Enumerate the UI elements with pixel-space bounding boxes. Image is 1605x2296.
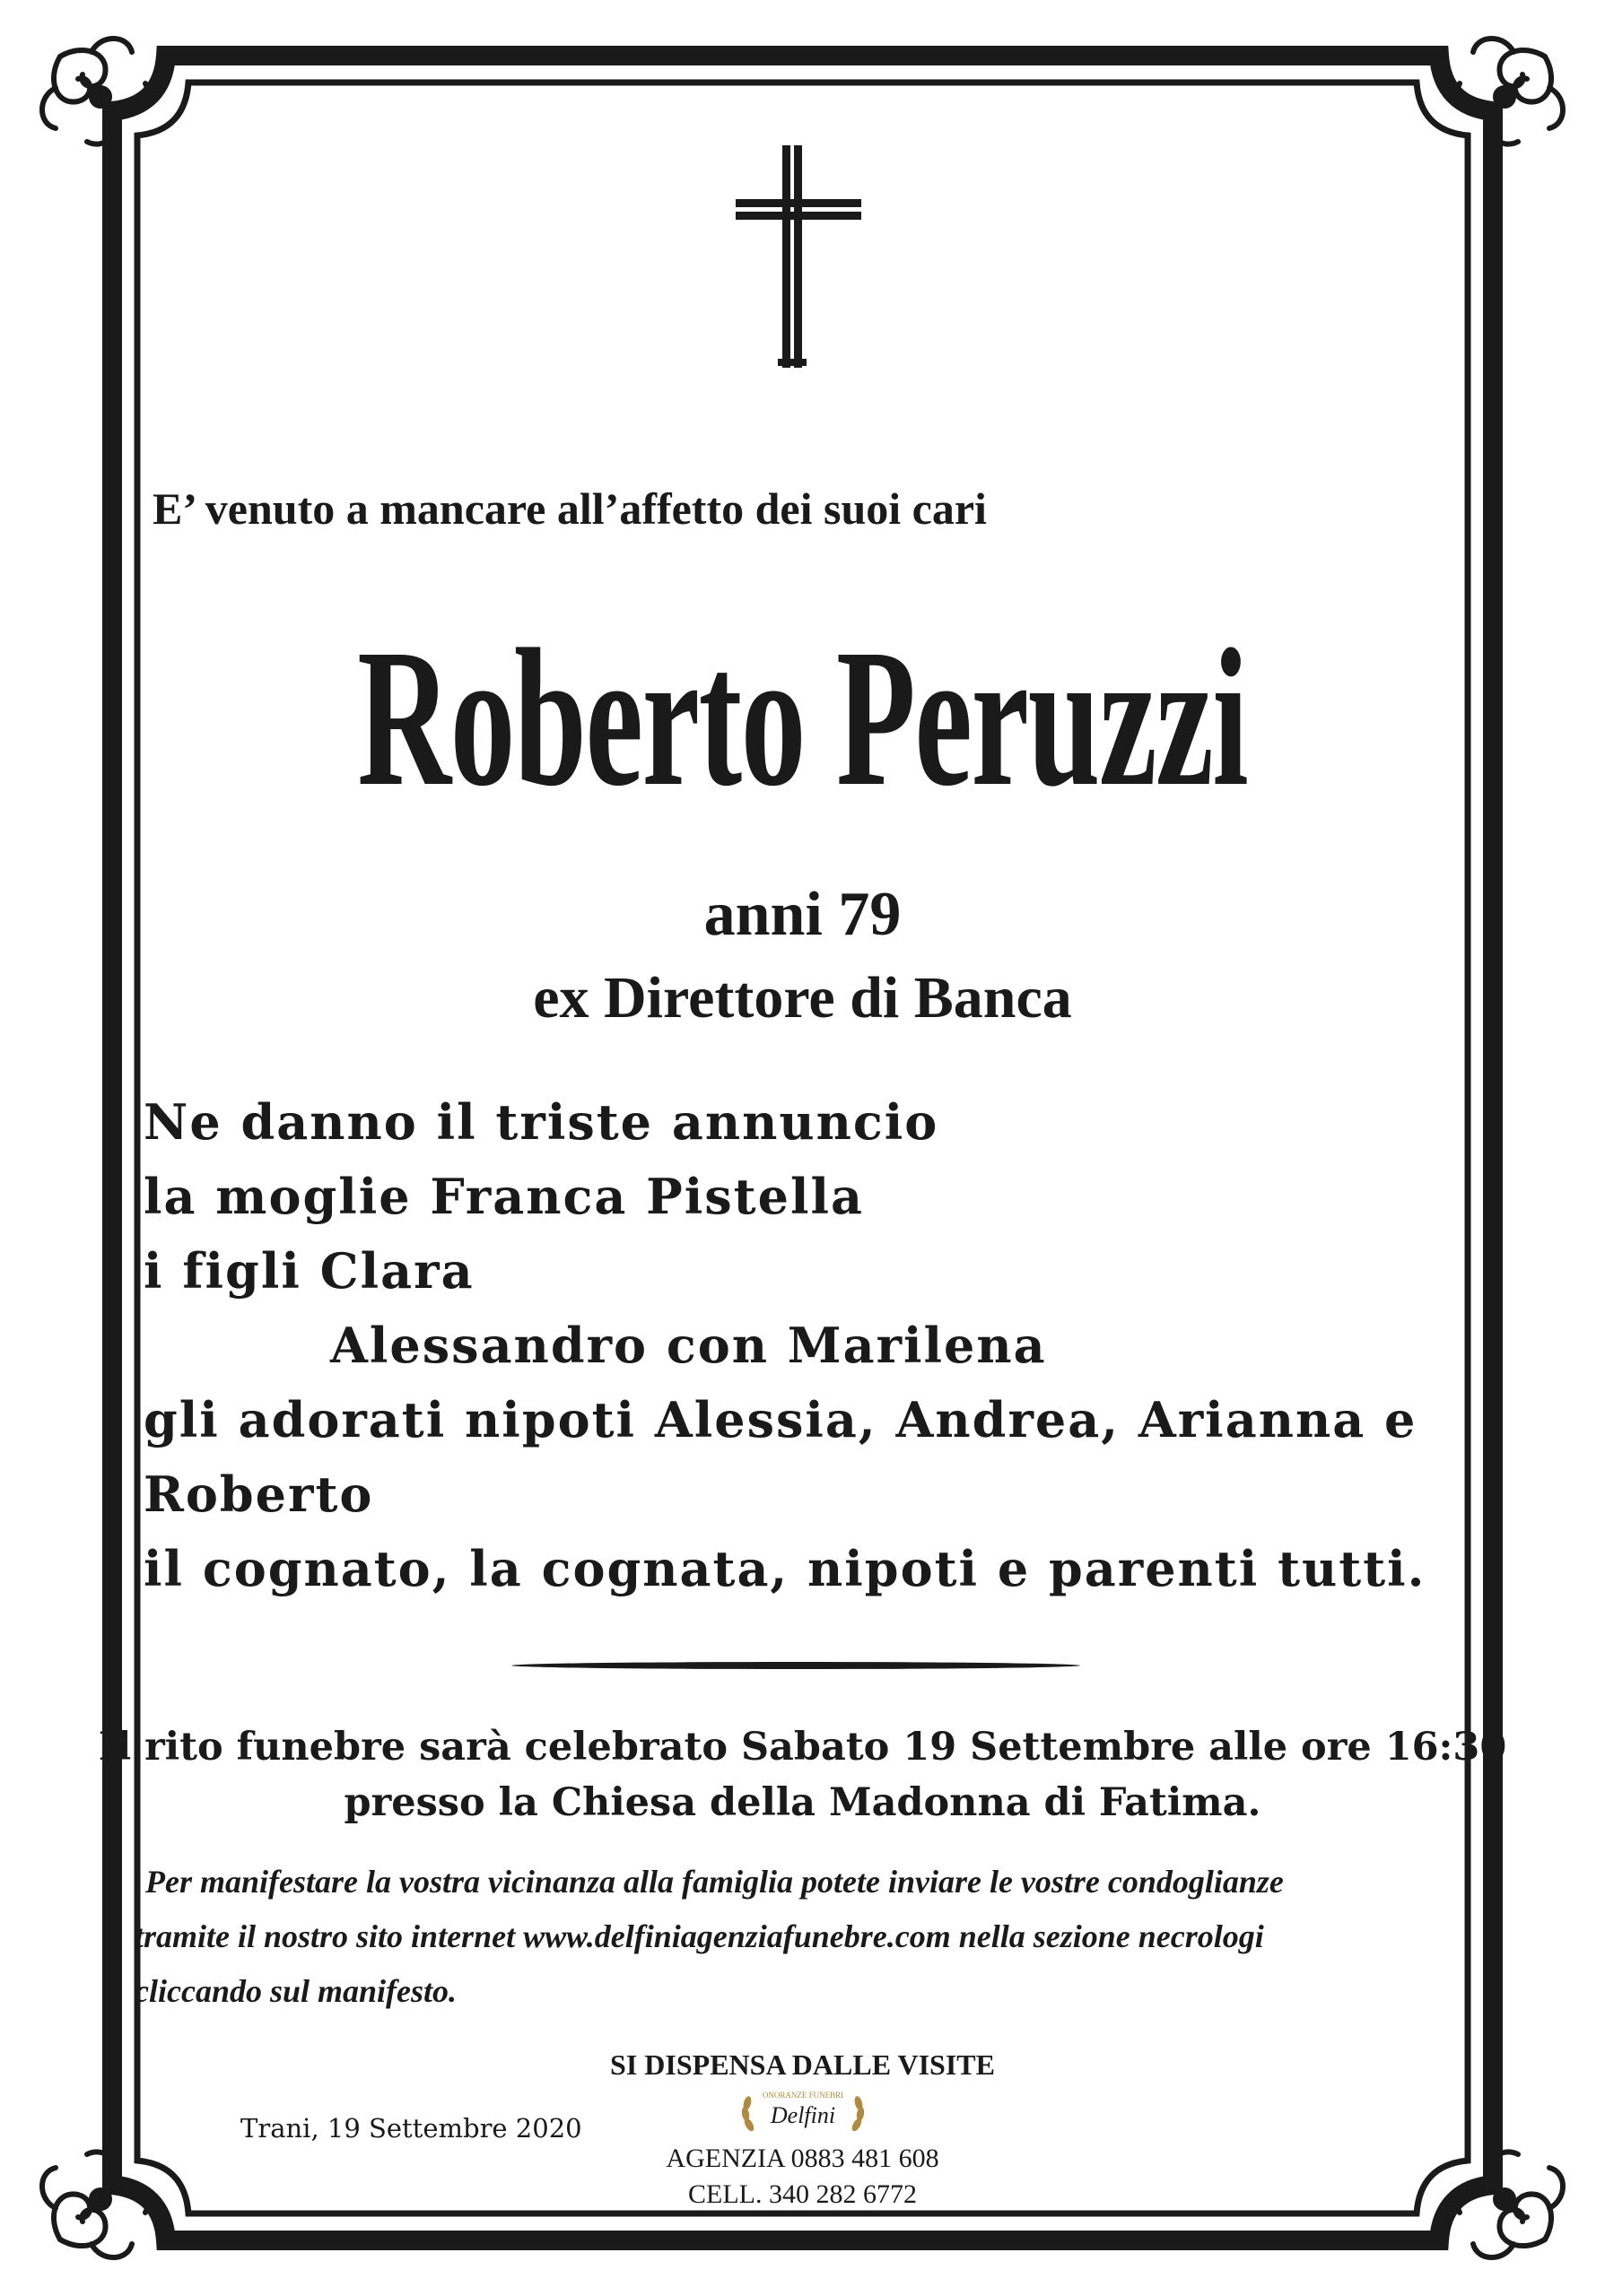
cross-icon bbox=[736, 145, 861, 368]
corner-ornament-icon bbox=[1457, 39, 1563, 144]
deceased-age: anni 79 bbox=[703, 880, 902, 949]
deceased-name: Roberto Peruzzi bbox=[357, 608, 1248, 827]
logo-text: Delfini bbox=[770, 2102, 836, 2128]
agency-phone: AGENZIA 0883 481 608 bbox=[666, 2144, 939, 2173]
family-line: Ne danno il triste annuncio bbox=[144, 1093, 939, 1151]
funeral-info bbox=[0, 1719, 1605, 1831]
agency-contacts bbox=[0, 2141, 1605, 2213]
agency-mobile: CELL. 340 282 6772 bbox=[688, 2179, 917, 2209]
condolence-note bbox=[135, 1855, 1471, 2019]
family-line: Alessandro con Marilena bbox=[330, 1317, 1047, 1374]
funeral-line: presso la Chiesa della Madonna di Fatima. bbox=[344, 1780, 1261, 1825]
funeral-line: Il rito funebre sarà celebrato Sabato 19 Settembre alle ore 16:30 bbox=[98, 1725, 1507, 1770]
logo-subtext: ONORANZE FUNEBRI bbox=[762, 2091, 844, 2100]
family-line: la moglie Franca Pistella bbox=[144, 1168, 864, 1225]
condolence-line: Per manifestare la vostra vicinanza alla famiglia potete inviare le vostre condoglianze bbox=[145, 1864, 1284, 1900]
family-line: il cognato, la cognata, nipoti e parenti tutti. bbox=[144, 1540, 1426, 1597]
condolence-line: tramite il nostro sito internet www.delfiniagenziafunebre.com nella sezione necrologi bbox=[135, 1918, 1264, 1954]
family-line: Roberto bbox=[144, 1465, 374, 1523]
family-list bbox=[144, 1085, 1426, 1606]
corner-ornament-icon bbox=[42, 39, 148, 144]
agency-logo bbox=[738, 2085, 868, 2143]
place-date: Trani, 19 Settembre 2020 bbox=[240, 2113, 582, 2144]
intro-text: E’ venuto a mancare all’affetto dei suoi cari bbox=[153, 483, 987, 534]
deceased-role: ex Direttore di Banca bbox=[533, 965, 1072, 1031]
divider-line bbox=[511, 1662, 1080, 1669]
condolence-line: cliccando sul manifesto. bbox=[135, 1973, 457, 2009]
family-line: gli adorati nipoti Alessia, Andrea, Arianna e bbox=[144, 1391, 1417, 1448]
visits-note: SI DISPENSA DALLE VISITE bbox=[610, 2048, 995, 2081]
family-line: i figli Clara bbox=[144, 1242, 475, 1300]
